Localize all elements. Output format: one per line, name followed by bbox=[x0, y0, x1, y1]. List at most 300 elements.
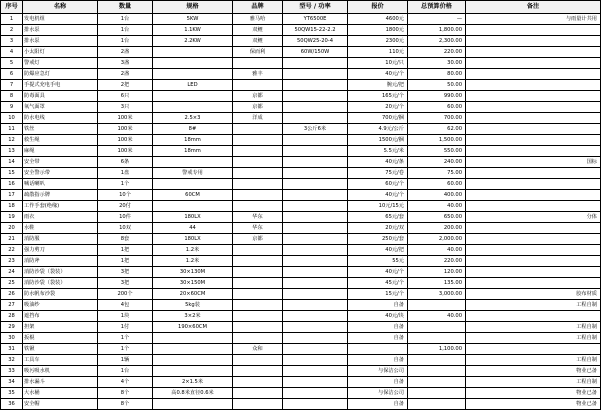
cell-model bbox=[283, 201, 348, 212]
cell-remark bbox=[466, 36, 601, 47]
cell-remark bbox=[466, 267, 601, 278]
cell-brand: 双鲤 bbox=[233, 25, 283, 36]
cell-quantity: 8个 bbox=[98, 388, 153, 399]
cell-quantity: 1台 bbox=[98, 25, 153, 36]
cell-spec bbox=[153, 58, 233, 69]
cell-quote: 2300元 bbox=[348, 36, 408, 47]
cell-total: 40.00 bbox=[408, 245, 466, 256]
cell-index: 32 bbox=[1, 355, 23, 366]
cell-quantity: 1个 bbox=[98, 344, 153, 355]
cell-spec: 1.2米 bbox=[153, 245, 233, 256]
cell-name: 大水桶 bbox=[23, 388, 98, 399]
cell-index: 34 bbox=[1, 377, 23, 388]
cell-model bbox=[283, 212, 348, 223]
cell-index: 36 bbox=[1, 399, 23, 410]
cell-spec bbox=[153, 366, 233, 377]
cell-name: 防水帆布沙袋 bbox=[23, 289, 98, 300]
cell-name: 排水泵 bbox=[23, 25, 98, 36]
cell-quote: 40元/把 bbox=[348, 245, 408, 256]
cell-total bbox=[408, 333, 466, 344]
cell-name: 小太阳灯 bbox=[23, 47, 98, 58]
table-row bbox=[1, 355, 601, 366]
cell-index: 26 bbox=[1, 289, 23, 300]
cell-brand bbox=[233, 179, 283, 190]
cell-model: 50QW15-22-2.2 bbox=[283, 25, 348, 36]
cell-index: 27 bbox=[1, 300, 23, 311]
cell-name: 遮挡布 bbox=[23, 311, 98, 322]
cell-remark: 胶布材质 bbox=[466, 289, 601, 300]
cell-quote: 4.9元/公斤 bbox=[348, 124, 408, 135]
header-cell-model: 型号 / 功率 bbox=[283, 1, 348, 14]
cell-index: 17 bbox=[1, 190, 23, 201]
cell-index: 14 bbox=[1, 157, 23, 168]
cell-quantity: 2盏 bbox=[98, 69, 153, 80]
table-row bbox=[1, 146, 601, 157]
cell-remark: 国标 bbox=[466, 157, 601, 168]
cell-name: 吸油纱 bbox=[23, 300, 98, 311]
cell-quote: 700元/捆 bbox=[348, 113, 408, 124]
cell-model bbox=[283, 113, 348, 124]
cell-total: 135.00 bbox=[408, 278, 466, 289]
cell-index: 7 bbox=[1, 80, 23, 91]
cell-total: 700.00 bbox=[408, 113, 466, 124]
cell-quote: 自备 bbox=[348, 333, 408, 344]
cell-total bbox=[408, 388, 466, 399]
cell-spec bbox=[153, 355, 233, 366]
cell-total: 60.00 bbox=[408, 102, 466, 113]
table-row bbox=[1, 124, 601, 135]
cell-spec bbox=[153, 344, 233, 355]
cell-remark bbox=[466, 311, 601, 322]
cell-remark bbox=[466, 179, 601, 190]
cell-total bbox=[408, 366, 466, 377]
cell-quantity: 10双 bbox=[98, 223, 153, 234]
cell-index: 30 bbox=[1, 333, 23, 344]
cell-total bbox=[408, 300, 466, 311]
table-row bbox=[1, 245, 601, 256]
cell-model bbox=[283, 102, 348, 113]
cell-index: 9 bbox=[1, 102, 23, 113]
cell-index: 13 bbox=[1, 146, 23, 157]
cell-brand bbox=[233, 278, 283, 289]
cell-name: 氧气面罩 bbox=[23, 102, 98, 113]
cell-name: 安全帽 bbox=[23, 399, 98, 410]
cell-spec: 5KW bbox=[153, 14, 233, 25]
cell-total: 40.00 bbox=[408, 311, 466, 322]
cell-brand bbox=[233, 124, 283, 135]
table-row bbox=[1, 344, 601, 355]
cell-brand: 京都 bbox=[233, 234, 283, 245]
cell-spec: 1.1KW bbox=[153, 25, 233, 36]
cell-spec: 60CM bbox=[153, 190, 233, 201]
table-row bbox=[1, 91, 601, 102]
cell-index: 23 bbox=[1, 256, 23, 267]
cell-model bbox=[283, 289, 348, 300]
cell-quote: 自备 bbox=[348, 377, 408, 388]
cell-quantity: 1块 bbox=[98, 311, 153, 322]
cell-quote: 自备 bbox=[348, 355, 408, 366]
cell-brand bbox=[233, 377, 283, 388]
cell-quote: 5.5元/米 bbox=[348, 146, 408, 157]
cell-total: 1,800.00 bbox=[408, 25, 466, 36]
cell-model bbox=[283, 80, 348, 91]
cell-spec: 20×60CM bbox=[153, 289, 233, 300]
cell-quantity: 1付 bbox=[98, 322, 153, 333]
cell-remark bbox=[466, 47, 601, 58]
cell-quote: 45元/个 bbox=[348, 278, 408, 289]
cell-name: 安全警示带 bbox=[23, 168, 98, 179]
cell-name: 消防沙袋（袋装） bbox=[23, 267, 98, 278]
cell-quantity: 1个 bbox=[98, 179, 153, 190]
table-row bbox=[1, 311, 601, 322]
cell-total: 650.00 bbox=[408, 212, 466, 223]
cell-total: 1,100.00 bbox=[408, 344, 466, 355]
cell-brand bbox=[233, 256, 283, 267]
cell-remark: 物业已备 bbox=[466, 399, 601, 410]
cell-remark bbox=[466, 201, 601, 212]
cell-total: 75.00 bbox=[408, 168, 466, 179]
cell-index: 31 bbox=[1, 344, 23, 355]
cell-total: 400.00 bbox=[408, 190, 466, 201]
cell-quantity: 6条 bbox=[98, 157, 153, 168]
cell-spec: 2.5×3 bbox=[153, 113, 233, 124]
cell-quantity: 1台 bbox=[98, 36, 153, 47]
cell-remark: 工程自制 bbox=[466, 377, 601, 388]
cell-model bbox=[283, 300, 348, 311]
cell-model bbox=[283, 146, 348, 157]
cell-total: 1,500.00 bbox=[408, 135, 466, 146]
cell-brand: 京都 bbox=[233, 102, 283, 113]
cell-brand bbox=[233, 58, 283, 69]
cell-index: 2 bbox=[1, 25, 23, 36]
cell-remark bbox=[466, 124, 601, 135]
cell-quote: 自备 bbox=[348, 300, 408, 311]
cell-model bbox=[283, 311, 348, 322]
cell-index: 33 bbox=[1, 366, 23, 377]
table-row bbox=[1, 157, 601, 168]
cell-brand: 雅丰 bbox=[233, 69, 283, 80]
cell-spec: 30×150M bbox=[153, 278, 233, 289]
cell-name: 扳棍 bbox=[23, 333, 98, 344]
cell-brand: 洋成 bbox=[233, 113, 283, 124]
table-row bbox=[1, 113, 601, 124]
cell-quantity: 10个 bbox=[98, 190, 153, 201]
cell-name: 防水电线 bbox=[23, 113, 98, 124]
cell-total: 120.00 bbox=[408, 267, 466, 278]
cell-quantity: 2盏 bbox=[98, 47, 153, 58]
cell-quote: 腕元/把 bbox=[348, 80, 408, 91]
cell-brand bbox=[233, 201, 283, 212]
cell-brand: 华东 bbox=[233, 223, 283, 234]
cell-total: 50.00 bbox=[408, 80, 466, 91]
cell-quantity: 6只 bbox=[98, 91, 153, 102]
cell-index: 3 bbox=[1, 36, 23, 47]
cell-quantity: 1盘 bbox=[98, 168, 153, 179]
table-row bbox=[1, 47, 601, 58]
cell-remark bbox=[466, 91, 601, 102]
header-cell-quote: 报价 bbox=[348, 1, 408, 14]
cell-quantity: 100米 bbox=[98, 135, 153, 146]
cell-model bbox=[283, 135, 348, 146]
cell-quantity: 10件 bbox=[98, 212, 153, 223]
table-row bbox=[1, 102, 601, 113]
header-cell-index: 序号 bbox=[1, 1, 23, 14]
cell-brand: 华东 bbox=[233, 212, 283, 223]
cell-spec: 2×1.5米 bbox=[153, 377, 233, 388]
cell-quantity: 200个 bbox=[98, 289, 153, 300]
cell-remark bbox=[466, 168, 601, 179]
cell-remark bbox=[466, 190, 601, 201]
cell-total: 30.00 bbox=[408, 58, 466, 69]
cell-total bbox=[408, 377, 466, 388]
cell-name: 警戒灯 bbox=[23, 58, 98, 69]
cell-remark bbox=[466, 102, 601, 113]
cell-model bbox=[283, 267, 348, 278]
cell-model bbox=[283, 190, 348, 201]
cell-quantity: 100米 bbox=[98, 113, 153, 124]
header-cell-name: 名称 bbox=[23, 1, 98, 14]
cell-quote: 15元/个 bbox=[348, 289, 408, 300]
cell-index: 22 bbox=[1, 245, 23, 256]
cell-quote: 4600元 bbox=[348, 14, 408, 25]
cell-name: 雨衣 bbox=[23, 212, 98, 223]
cell-quantity: 8套 bbox=[98, 234, 153, 245]
cell-index: 21 bbox=[1, 234, 23, 245]
cell-remark bbox=[466, 223, 601, 234]
cell-name: 消防服 bbox=[23, 234, 98, 245]
cell-quote: 与保洁公司 bbox=[348, 388, 408, 399]
cell-model bbox=[283, 256, 348, 267]
cell-total bbox=[408, 322, 466, 333]
table-row bbox=[1, 135, 601, 146]
cell-quote: 40元/个 bbox=[348, 69, 408, 80]
cell-index: 4 bbox=[1, 47, 23, 58]
cell-total: 3,000.00 bbox=[408, 289, 466, 300]
cell-total: 80.00 bbox=[408, 69, 466, 80]
table-row bbox=[1, 256, 601, 267]
header-cell-spec: 规格 bbox=[153, 1, 233, 14]
cell-quantity: 100米 bbox=[98, 124, 153, 135]
cell-brand bbox=[233, 245, 283, 256]
cell-quantity: 1台 bbox=[98, 14, 153, 25]
cell-spec: 18mm bbox=[153, 135, 233, 146]
table-row bbox=[1, 201, 601, 212]
cell-quote: 20元/个 bbox=[348, 102, 408, 113]
cell-model bbox=[283, 69, 348, 80]
cell-index: 11 bbox=[1, 124, 23, 135]
cell-total: 62.00 bbox=[408, 124, 466, 135]
cell-remark: 分体 bbox=[466, 212, 601, 223]
cell-model bbox=[283, 377, 348, 388]
cell-model: 50QW25-20-4 bbox=[283, 36, 348, 47]
cell-remark bbox=[466, 69, 601, 80]
cell-quote: 110元 bbox=[348, 47, 408, 58]
cell-brand bbox=[233, 300, 283, 311]
header-row bbox=[1, 1, 601, 14]
cell-quantity: 3只 bbox=[98, 102, 153, 113]
cell-index: 1 bbox=[1, 14, 23, 25]
cell-index: 24 bbox=[1, 267, 23, 278]
cell-name: 疏散指示牌 bbox=[23, 190, 98, 201]
cell-index: 25 bbox=[1, 278, 23, 289]
cell-quote: 40元/个 bbox=[348, 267, 408, 278]
cell-spec bbox=[153, 201, 233, 212]
cell-quantity: 1辆 bbox=[98, 355, 153, 366]
cell-spec: LED bbox=[153, 80, 233, 91]
cell-remark: 工程自制 bbox=[466, 300, 601, 311]
cell-spec bbox=[153, 91, 233, 102]
table-row bbox=[1, 190, 601, 201]
cell-quantity: 20付 bbox=[98, 201, 153, 212]
cell-name: 水鞋 bbox=[23, 223, 98, 234]
table-row bbox=[1, 179, 601, 190]
cell-total: 240.00 bbox=[408, 157, 466, 168]
cell-remark: 工程自制 bbox=[466, 333, 601, 344]
cell-remark: 工程自制 bbox=[466, 322, 601, 333]
cell-model bbox=[283, 322, 348, 333]
cell-brand: 双鲤 bbox=[233, 36, 283, 47]
cell-model: 3公斤6米 bbox=[283, 124, 348, 135]
table-row bbox=[1, 333, 601, 344]
cell-index: 6 bbox=[1, 69, 23, 80]
cell-total: 60.00 bbox=[408, 179, 466, 190]
cell-brand: 众和 bbox=[233, 344, 283, 355]
cell-quantity: 3把 bbox=[98, 267, 153, 278]
cell-brand bbox=[233, 135, 283, 146]
cell-spec bbox=[153, 333, 233, 344]
cell-brand bbox=[233, 190, 283, 201]
cell-index: 29 bbox=[1, 322, 23, 333]
cell-name: 工作手套(绝缘) bbox=[23, 201, 98, 212]
cell-name: 排水漏斗 bbox=[23, 377, 98, 388]
cell-name: 手提式充电手电 bbox=[23, 80, 98, 91]
cell-quantity: 2把 bbox=[98, 80, 153, 91]
table-row bbox=[1, 80, 601, 91]
cell-spec bbox=[153, 47, 233, 58]
cell-model bbox=[283, 344, 348, 355]
cell-spec bbox=[153, 399, 233, 410]
cell-spec: 警戒专用 bbox=[153, 168, 233, 179]
cell-name: 防毒面具 bbox=[23, 91, 98, 102]
table-row bbox=[1, 289, 601, 300]
cell-spec bbox=[153, 157, 233, 168]
cell-total: 990.00 bbox=[408, 91, 466, 102]
cell-remark bbox=[466, 245, 601, 256]
cell-spec: 高0.8米直径0.6米 bbox=[153, 388, 233, 399]
cell-spec: 5kg装 bbox=[153, 300, 233, 311]
cell-quote bbox=[348, 344, 408, 355]
cell-brand: 京都 bbox=[233, 91, 283, 102]
table-row bbox=[1, 300, 601, 311]
cell-quote: 20元/双 bbox=[348, 223, 408, 234]
cell-remark bbox=[466, 256, 601, 267]
cell-model bbox=[283, 179, 348, 190]
table-row bbox=[1, 322, 601, 333]
cell-brand bbox=[233, 322, 283, 333]
cell-quote: 250元/套 bbox=[348, 234, 408, 245]
cell-brand bbox=[233, 267, 283, 278]
cell-spec: 2.2KW bbox=[153, 36, 233, 47]
cell-quote: 10元/只 bbox=[348, 58, 408, 69]
header-cell-quantity: 数量 bbox=[98, 1, 153, 14]
cell-quote: 10元/15元 bbox=[348, 201, 408, 212]
cell-total: 220.00 bbox=[408, 47, 466, 58]
cell-spec bbox=[153, 179, 233, 190]
cell-model bbox=[283, 58, 348, 69]
cell-model bbox=[283, 366, 348, 377]
cell-remark bbox=[466, 135, 601, 146]
cell-spec: 1.2米 bbox=[153, 256, 233, 267]
cell-remark bbox=[466, 113, 601, 124]
cell-remark bbox=[466, 146, 601, 157]
cell-quote: 与保洁公司 bbox=[348, 366, 408, 377]
cell-spec: 18mm bbox=[153, 146, 233, 157]
table-row bbox=[1, 267, 601, 278]
cell-index: 8 bbox=[1, 91, 23, 102]
cell-quantity: 1把 bbox=[98, 245, 153, 256]
cell-total bbox=[408, 355, 466, 366]
cell-name: 安全带 bbox=[23, 157, 98, 168]
cell-total: 40.00 bbox=[408, 201, 466, 212]
cell-remark: 工程自制 bbox=[466, 355, 601, 366]
cell-index: 18 bbox=[1, 201, 23, 212]
cell-spec: 8# bbox=[153, 124, 233, 135]
cell-brand: 雅马哈 bbox=[233, 14, 283, 25]
cell-name: 担架 bbox=[23, 322, 98, 333]
cell-quantity: 3把 bbox=[98, 278, 153, 289]
table-row bbox=[1, 388, 601, 399]
cell-quantity: 1个 bbox=[98, 333, 153, 344]
cell-model bbox=[283, 333, 348, 344]
table-row bbox=[1, 278, 601, 289]
table-row bbox=[1, 366, 601, 377]
cell-remark: 物业已备 bbox=[466, 388, 601, 399]
cell-model: 60W/150W bbox=[283, 47, 348, 58]
cell-model bbox=[283, 245, 348, 256]
cell-spec: 44 bbox=[153, 223, 233, 234]
cell-name: 铁锹 bbox=[23, 344, 98, 355]
cell-name: 消防斧 bbox=[23, 256, 98, 267]
cell-index: 35 bbox=[1, 388, 23, 399]
cell-spec: 30×130M bbox=[153, 267, 233, 278]
cell-name: 发电机组 bbox=[23, 14, 98, 25]
cell-spec bbox=[153, 102, 233, 113]
cell-remark bbox=[466, 80, 601, 91]
cell-model bbox=[283, 355, 348, 366]
header-cell-total: 总预算价格 bbox=[408, 1, 466, 14]
cell-brand bbox=[233, 168, 283, 179]
cell-quote: 40元/条 bbox=[348, 157, 408, 168]
cell-total bbox=[408, 399, 466, 410]
cell-model: YT6500E bbox=[283, 14, 348, 25]
table-row bbox=[1, 69, 601, 80]
cell-model bbox=[283, 168, 348, 179]
cell-remark bbox=[466, 25, 601, 36]
table-row bbox=[1, 36, 601, 47]
cell-total: 220.00 bbox=[408, 256, 466, 267]
cell-index: 15 bbox=[1, 168, 23, 179]
cell-model bbox=[283, 223, 348, 234]
cell-quantity: 1把 bbox=[98, 256, 153, 267]
cell-brand bbox=[233, 80, 283, 91]
cell-name: 吸污吸水机 bbox=[23, 366, 98, 377]
table-row bbox=[1, 234, 601, 245]
cell-quote: 1500元/捆 bbox=[348, 135, 408, 146]
cell-brand bbox=[233, 399, 283, 410]
cell-index: 5 bbox=[1, 58, 23, 69]
table-row bbox=[1, 168, 601, 179]
cell-brand: 保而利 bbox=[233, 47, 283, 58]
